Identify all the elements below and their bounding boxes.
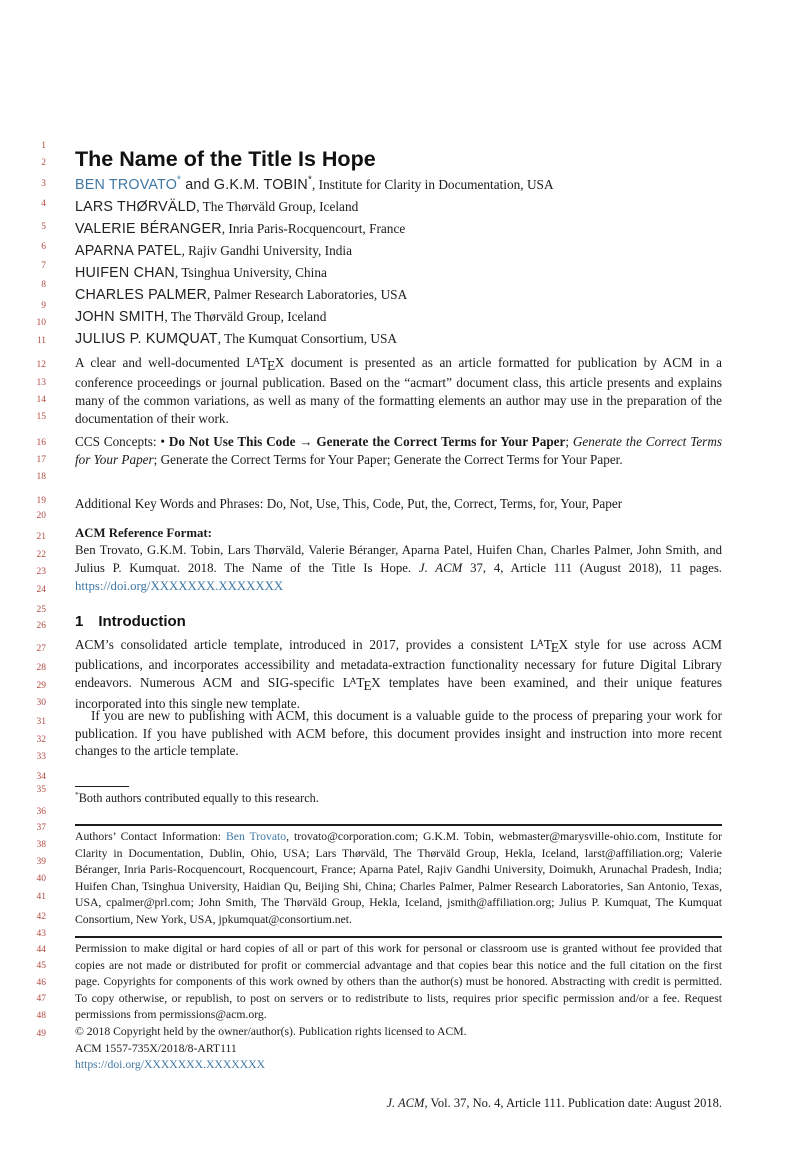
author-line [75, 174, 722, 196]
text-run: , The Thørväld Group, Iceland [196, 199, 359, 214]
author-line [75, 262, 722, 284]
line-number: 40 [36, 874, 46, 884]
text-run: templates have been examined, and their unique features incorporated into this single new template. [75, 675, 722, 711]
text-run: LARS THØRVÄLD [75, 199, 197, 215]
link[interactable]: https://doi.org/XXXXXXX.XXXXXXX [75, 578, 284, 593]
author-line [75, 196, 722, 218]
intro-paragraph-1 [75, 636, 722, 712]
text-run: , Rajiv Gandhi University, India [181, 243, 352, 258]
line-number: 20 [36, 511, 46, 521]
line-number: 43 [36, 929, 46, 939]
text-run: , Palmer Research Laboratories, USA [207, 287, 408, 302]
author-line [75, 306, 722, 328]
line-number: 31 [36, 717, 46, 727]
line-number: 42 [36, 912, 46, 922]
page-title: The Name of the Title Is Hope [75, 147, 376, 172]
section-number: 1 [75, 613, 84, 630]
latex-logo: $L^ATEX$ [530, 637, 569, 655]
permission-text [75, 941, 722, 1024]
line-number: 9 [41, 301, 46, 311]
text-run: ACM’s consolidated article template, introduced in 2017, provides a consistent [75, 637, 531, 652]
author-block [75, 174, 722, 350]
line-number: 27 [36, 644, 46, 654]
line-number: 25 [36, 605, 46, 615]
line-number: 36 [36, 807, 46, 817]
line-number: 46 [36, 978, 46, 988]
text-run: © 2018 Copyright held by the owner/author(s). Publication rights licensed to ACM. [75, 1024, 467, 1038]
text-run: JOHN SMITH [75, 309, 165, 325]
text-run: , The Thørväld Group, Iceland [164, 309, 327, 324]
line-number: 5 [41, 222, 46, 232]
text-run: CCS Concepts: • [75, 434, 169, 449]
text-run: and [181, 177, 214, 193]
line-number: 14 [36, 395, 46, 405]
text-run: , Vol. 37, No. 4, Article 111. Publication date: August 2018. [424, 1096, 722, 1110]
latex-logo: $L^ATEX$ [246, 355, 285, 373]
text-run: , Institute for Clarity in Documentation, USA [312, 177, 554, 192]
acm-reference-text [75, 542, 722, 595]
copyright-line [75, 1024, 722, 1041]
intro-paragraph-2 [75, 707, 722, 760]
line-number: 37 [36, 823, 46, 833]
text-run: , Tsinghua University, China [174, 265, 327, 280]
link[interactable]: Ben Trovato [225, 830, 287, 843]
line-number: 11 [36, 336, 46, 346]
text-run: ; Generate the Correct Terms for Your Paper; Generate the Correct Terms for Your Paper. [153, 451, 623, 467]
line-number: 26 [36, 621, 46, 631]
keywords [75, 495, 722, 513]
line-number: 24 [36, 585, 46, 595]
line-number: 3 [41, 179, 46, 189]
line-number: 22 [36, 550, 46, 560]
abstract [75, 354, 722, 427]
line-number: 34 [36, 772, 46, 782]
text-run: * [75, 789, 79, 799]
text-run: 37, 4, Article 111 (August 2018), 11 pages. [462, 560, 722, 575]
link[interactable]: https://doi.org/XXXXXXX.XXXXXXX [75, 1058, 266, 1072]
text-run: G.K.M. TOBIN [213, 177, 308, 193]
line-number: 16 [36, 438, 46, 448]
line-number: 44 [36, 945, 46, 955]
text-run: , trovato@corporation.com; G.K.M. Tobin, webmaster@marysville-ohio.com, Institute for Clarity in Documentation, Dublin, Ohio, USA; Lars Thørväld, The Thørväld Group, Hekla, Iceland, larst@affiliation.org; Valerie Béranger, Inria Paris-Rocquencourt, Rocquencourt, France; Aparna Patel, Rajiv Gandhi University, Doimukh, Arunachal Pradesh, India; Huifen Chan, Tsinghua University, Haidian Qu, Beijing Shi, China; Charles Palmer, Palmer Research Laboratories, San Antonio, Texas, USA, cpalmer@prl.com; John Smith, The Thørväld Group, Hekla, Iceland, jsmith@affiliation.org; Julius P. Kumquat, The Kumquat Consortium, New York, USA, jpkumquat@consortium.net. [75, 830, 722, 926]
text-run: J. ACM [386, 1096, 425, 1110]
line-number: 1 [41, 141, 46, 151]
text-run: HUIFEN CHAN [75, 265, 175, 281]
line-number: 10 [36, 318, 46, 328]
line-number: 39 [36, 857, 46, 867]
text-run: APARNA PATEL [75, 243, 182, 259]
line-number: 4 [41, 199, 46, 209]
text-run: JULIUS P. KUMQUAT [75, 331, 218, 347]
latex-logo: $L^ATEX$ [342, 675, 381, 693]
line-number: 13 [36, 378, 46, 388]
permission-divider-rule [75, 936, 722, 938]
text-run: Additional Key Words and Phrases: Do, Not, Use, This, Code, Put, the, Correct, Terms, for, Your, Paper [75, 496, 623, 511]
line-number: 17 [36, 455, 46, 465]
author-line [75, 240, 722, 262]
text-run: Do Not Use This Code → Generate the Correct Terms for Your Paper [168, 434, 566, 449]
text-run: A clear and well-documented [75, 355, 247, 370]
issn-line [75, 1041, 722, 1058]
line-number: 2 [41, 158, 46, 168]
line-number: 30 [36, 698, 46, 708]
line-number: 18 [36, 472, 46, 482]
section-heading-introduction [75, 613, 722, 631]
text-run: Authors’ Contact Information: [75, 830, 226, 843]
line-number: 29 [36, 681, 46, 691]
acm-reference-heading: ACM Reference Format: [75, 526, 212, 540]
line-number: 41 [36, 892, 46, 902]
line-number: 21 [36, 532, 46, 542]
text-run: Permission to make digital or hard copies of all or part of this work for personal or classroom use is granted without fee provided that copies are not made or distributed for profit or commercial advantage and that copies bear this notice and the full citation on the first page. Copyrights for components of this work owned by others than the author(s) must be honored. Abstracting with credit is permitted. To copy otherwise, or republish, to post on servers or to redistribute to lists, requires prior specific permission and/or a fee. Request permissions from permissions@acm.org. [75, 942, 722, 1022]
link[interactable]: * [177, 174, 182, 186]
line-number: 7 [41, 261, 46, 271]
line-number: 19 [36, 496, 46, 506]
link[interactable]: BEN TROVATO [75, 177, 178, 193]
line-number: 23 [36, 567, 46, 577]
footnote [75, 790, 722, 806]
line-number: 12 [36, 360, 46, 370]
text-run: * [307, 174, 313, 186]
permission-block [75, 941, 722, 1074]
author-line [75, 218, 722, 240]
text-run: , The Kumquat Consortium, USA [217, 331, 397, 346]
footnote-rule [75, 786, 129, 787]
line-number: 32 [36, 735, 46, 745]
text-run: style for use across ACM publications, and incorporates accessibility and metadata-extraction functionality necessary for future Digital Library endeavors. Numerous ACM and SIG-specific [75, 637, 722, 691]
line-number: 6 [41, 242, 46, 252]
contact-divider-rule [75, 824, 722, 826]
text-run: document is presented as an article formatted for publication by ACM in a conference proceedings or journal publication. Based on the “acmart” document class, this article presents and explains many of the common variations, as well as many of the formatting elements an author may use in the preparation of the documentation of their work. [75, 355, 722, 426]
author-line [75, 328, 722, 350]
line-number: 15 [36, 412, 46, 422]
text-run: Ben Trovato, G.K.M. Tobin, Lars Thørväld, Valerie Béranger, Aparna Patel, Huifen Chan, Charles Palmer, John Smith, and Julius P. Kumquat. 2018. The Name of the Title Is Hope. [75, 543, 722, 575]
section-title: Introduction [98, 613, 186, 630]
text-run: , Inria Paris-Rocquencourt, France [221, 221, 406, 236]
text-run: VALERIE BÉRANGER [75, 221, 222, 237]
text-run: ACM 1557-735X/2018/8-ART111 [75, 1041, 237, 1055]
author-line [75, 284, 722, 306]
text-run: J. ACM [418, 560, 463, 575]
line-number: 45 [36, 961, 46, 971]
line-number: 38 [36, 840, 46, 850]
running-footer [75, 1095, 722, 1111]
text-run: Both authors contributed equally to this research. [78, 791, 319, 805]
line-number: 28 [36, 663, 46, 673]
acm-reference-block [75, 525, 722, 595]
line-number: 47 [36, 994, 46, 1004]
line-number: 48 [36, 1011, 46, 1021]
line-number: 8 [41, 280, 46, 290]
authors-contact-info [75, 829, 722, 929]
line-number: 35 [36, 785, 46, 795]
text-run: If you are new to publishing with ACM, this document is a valuable guide to the process of preparing your work for publication. If you have published with ACM before, this document provides insight and instruction into more recent changes to the article template. [75, 708, 722, 759]
doi-line [75, 1057, 722, 1074]
text-run: Generate the Correct Terms for Your Paper [75, 434, 722, 467]
text-run: ; [565, 434, 573, 449]
line-number: 33 [36, 752, 46, 762]
line-number: 49 [36, 1029, 46, 1039]
ccs-concepts [75, 433, 722, 468]
text-run: CHARLES PALMER [75, 287, 208, 303]
